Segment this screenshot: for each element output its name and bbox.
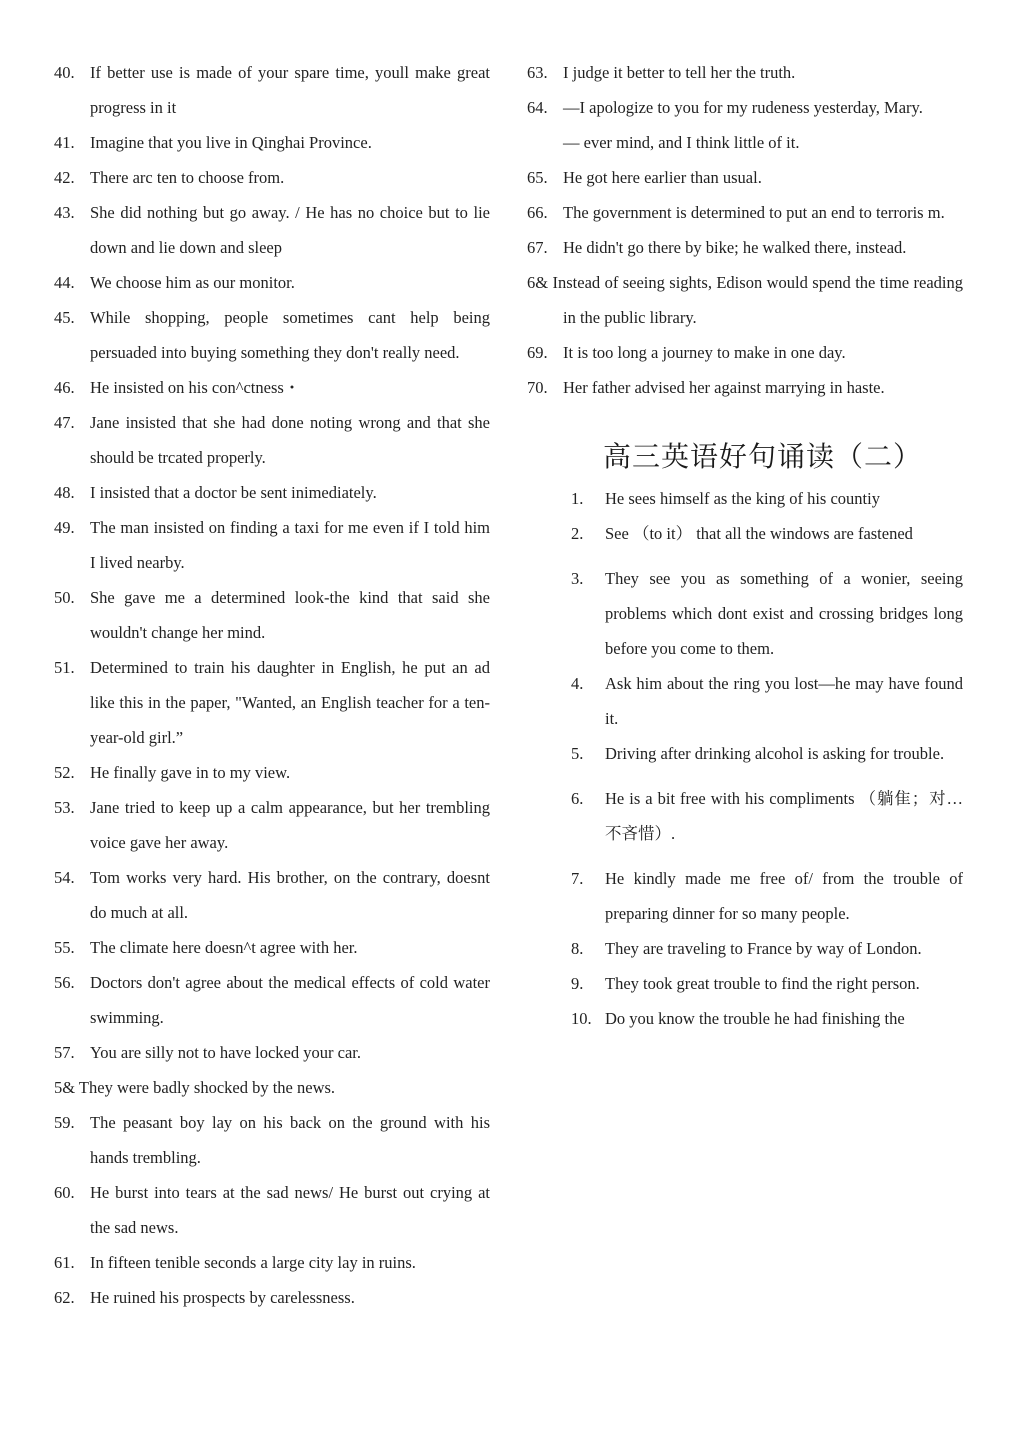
- item-text: Doctors don't agree about the medical effects of cold water swimming.: [90, 973, 490, 1027]
- sentence-item: [527, 195, 963, 230]
- item-number: 52.: [54, 763, 75, 782]
- left-column: [54, 55, 490, 1315]
- item-text: Driving after drinking alcohol is asking for trouble.: [605, 744, 945, 763]
- item-number: 8.: [571, 939, 584, 958]
- item-number: 44.: [54, 273, 75, 292]
- item-number: 5.: [571, 744, 584, 763]
- sentence-item: [571, 1001, 963, 1036]
- sentence-item: [54, 755, 490, 790]
- sentence-item: [571, 931, 963, 966]
- item-number: 6.: [571, 789, 584, 808]
- sentence-item: [54, 160, 490, 195]
- item-text: He is a bit free with his compliments （躺隹；对…不吝惜）.: [605, 789, 963, 843]
- sentence-item: [54, 1245, 490, 1280]
- sentence-item: [54, 1105, 490, 1175]
- sentence-item: [571, 736, 963, 771]
- item-text: Ask him about the ring you lost—he may have found it.: [605, 674, 963, 728]
- item-text: I insisted that a doctor be sent inimediately.: [90, 483, 377, 502]
- item-text: Do you know the trouble he had finishing the: [605, 1009, 905, 1028]
- item-number: 56.: [54, 973, 75, 992]
- item-number: 45.: [54, 308, 75, 327]
- item-text: While shopping, people sometimes cant help being persuaded into buying something they don't really need.: [90, 308, 490, 362]
- sentence-item: [571, 561, 963, 666]
- item-number: 54.: [54, 868, 75, 887]
- sentence-list-part-one: [527, 55, 963, 405]
- item-number: 1.: [571, 489, 584, 508]
- sentence-item: [54, 1035, 490, 1070]
- sentence-item: [527, 230, 963, 265]
- item-text: — ever mind, and I think little of it.: [563, 133, 800, 152]
- item-number: 43.: [54, 203, 75, 222]
- item-text: 6& Instead of seeing sights, Edison would spend the time reading in the public library.: [527, 273, 963, 327]
- sentence-item: [54, 125, 490, 160]
- sentence-item: [54, 510, 490, 580]
- item-number: 4.: [571, 674, 584, 693]
- item-text: —I apologize to you for my rudeness yesterday, Mary.: [563, 98, 923, 117]
- item-text: Imagine that you live in Qinghai Province.: [90, 133, 372, 152]
- sentence-item: [54, 55, 490, 125]
- item-number: 49.: [54, 518, 75, 537]
- item-number: 9.: [571, 974, 584, 993]
- item-number: 64.: [527, 98, 548, 117]
- item-text: The man insisted on finding a taxi for me even if I told him I lived nearby.: [90, 518, 490, 572]
- item-text: 5& They were badly shocked by the news.: [54, 1078, 336, 1097]
- item-text: She gave me a determined look-the kind that said she wouldn't change her mind.: [90, 588, 490, 642]
- item-text: There arc ten to choose from.: [90, 168, 285, 187]
- item-number: 50.: [54, 588, 75, 607]
- item-text: In fifteen tenible seconds a large city lay in ruins.: [90, 1253, 416, 1272]
- item-number: 69.: [527, 343, 548, 362]
- sentence-item: [54, 475, 490, 510]
- item-number: 66.: [527, 203, 548, 222]
- item-text: He got here earlier than usual.: [563, 168, 762, 187]
- item-number: 10.: [571, 1009, 592, 1028]
- item-text: They are traveling to France by way of London.: [605, 939, 922, 958]
- section-title: 高三英语好句诵读（二）: [603, 440, 923, 473]
- sentence-item: [571, 481, 963, 516]
- item-text: The government is determined to put an end to terroris m.: [563, 203, 945, 222]
- sentence-list-part-two: [571, 481, 963, 1036]
- sentence-item: [571, 666, 963, 736]
- sentence-item: [54, 860, 490, 930]
- sentence-item: [54, 405, 490, 475]
- right-column: [527, 55, 963, 1036]
- item-number: 55.: [54, 938, 75, 957]
- sentence-item: [571, 966, 963, 1001]
- item-text: Determined to train his daughter in English, he put an ad like this in the paper, "Wanted, an English teacher for a ten-year-old girl.”: [90, 658, 490, 747]
- item-number: 62.: [54, 1288, 75, 1307]
- item-number: 60.: [54, 1183, 75, 1202]
- item-number: 70.: [527, 378, 548, 397]
- item-text: It is too long a journey to make in one day.: [563, 343, 846, 362]
- item-text: You are silly not to have locked your car.: [90, 1043, 361, 1062]
- sentence-item: [54, 1175, 490, 1245]
- sentence-item: [54, 195, 490, 265]
- item-number: 2.: [571, 524, 584, 543]
- item-text: He insisted on his con^ctness・: [90, 378, 301, 397]
- item-number: 7.: [571, 869, 584, 888]
- item-text: They see you as something of a wonier, seeing problems which dont exist and crossing bridges long before you come to them.: [605, 569, 963, 658]
- item-number: 59.: [54, 1113, 75, 1132]
- item-number: 53.: [54, 798, 75, 817]
- item-text: Tom works very hard. His brother, on the contrary, doesnt do much at all.: [90, 868, 490, 922]
- item-text: Jane insisted that she had done noting wrong and that she should be trcated properly.: [90, 413, 490, 467]
- sentence-item: [54, 930, 490, 965]
- item-text: We choose him as our monitor.: [90, 273, 295, 292]
- item-text: He burst into tears at the sad news/ He burst out crying at the sad news.: [90, 1183, 490, 1237]
- item-text: He sees himself as the king of his countiy: [605, 489, 880, 508]
- item-number: 48.: [54, 483, 75, 502]
- item-number: 65.: [527, 168, 548, 187]
- sentence-item: [571, 861, 963, 931]
- item-number: 63.: [527, 63, 548, 82]
- item-number: 57.: [54, 1043, 75, 1062]
- item-text: Jane tried to keep up a calm appearance, but her trembling voice gave her away.: [90, 798, 490, 852]
- sentence-item: [54, 1280, 490, 1315]
- item-text: The peasant boy lay on his back on the ground with his hands trembling.: [90, 1113, 490, 1167]
- item-number: 42.: [54, 168, 75, 187]
- item-text: He kindly made me free of/ from the trouble of preparing dinner for so many people.: [605, 869, 963, 923]
- sentence-item: [527, 335, 963, 370]
- item-text: He finally gave in to my view.: [90, 763, 291, 782]
- sentence-item: [54, 370, 490, 405]
- item-text: He didn't go there by bike; he walked there, instead.: [563, 238, 907, 257]
- sentence-item: [54, 790, 490, 860]
- sentence-item: [54, 580, 490, 650]
- sentence-item: [54, 1070, 490, 1105]
- sentence-item: [54, 650, 490, 755]
- sentence-item: [527, 125, 963, 160]
- item-text: He ruined his prospects by carelessness.: [90, 1288, 355, 1307]
- sentence-item: [54, 300, 490, 370]
- item-number: 46.: [54, 378, 75, 397]
- sentence-item: [527, 265, 963, 335]
- sentence-item: [54, 965, 490, 1035]
- item-number: 61.: [54, 1253, 75, 1272]
- sentence-item: [571, 516, 963, 551]
- item-text: They took great trouble to find the right person.: [605, 974, 920, 993]
- item-number: 47.: [54, 413, 75, 432]
- sentence-item: [527, 160, 963, 195]
- sentence-item: [527, 55, 963, 90]
- sentence-item: [54, 265, 490, 300]
- item-number: 40.: [54, 63, 75, 82]
- item-text: I judge it better to tell her the truth.: [563, 63, 796, 82]
- sentence-item: [571, 781, 963, 851]
- sentence-item: [527, 90, 963, 125]
- item-text: Her father advised her against marrying in haste.: [563, 378, 885, 397]
- item-text: She did nothing but go away. / He has no choice but to lie down and lie down and sleep: [90, 203, 490, 257]
- item-number: 51.: [54, 658, 75, 677]
- item-number: 41.: [54, 133, 75, 152]
- item-number: 3.: [571, 569, 584, 588]
- sentence-item: [527, 370, 963, 405]
- item-text: See （to it） that all the windows are fastened: [605, 524, 913, 543]
- item-number: 67.: [527, 238, 548, 257]
- item-text: The climate here doesn^t agree with her.: [90, 938, 358, 957]
- item-text: If better use is made of your spare time, youll make great progress in it: [90, 63, 490, 117]
